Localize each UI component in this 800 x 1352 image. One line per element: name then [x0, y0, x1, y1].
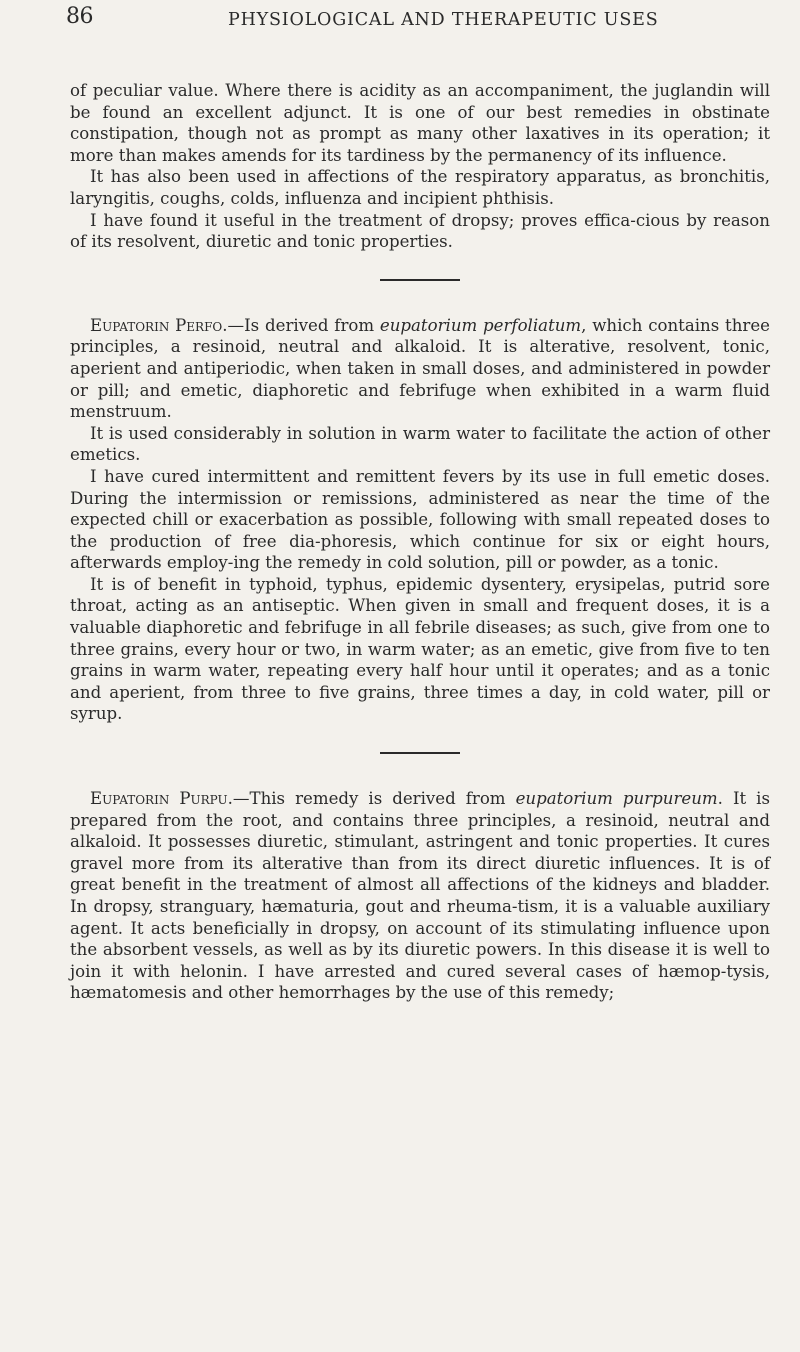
paragraph: I have cured intermittent and remittent fevers by its use in full emetic doses. During the intermission or remissions, administered as near the time of the expected chill or exacerbation as possible, following with small repeated doses to the production of free dia-phoresis, which continue for six or eight hours, afterwards employ-ing the remedy in cold solution, pill or powder, as a tonic. — [70, 466, 770, 573]
text-span: , which contains three principles, a resinoid, neutral and alkaloid. It is alterative, resolvent, tonic, aperient and antiperiodic, when taken in small doses, and administered in powder or pill; and emetic, diaphoretic and febrifuge when exhibited in a warm fluid menstruum. — [70, 315, 770, 422]
body-text — [70, 80, 770, 1004]
paragraph — [70, 315, 770, 423]
section-heading: Eupatorin Perfo. — [90, 315, 228, 335]
section-heading: Eupatorin Purpu. — [90, 789, 233, 809]
text-span: —Is derived from — [227, 315, 380, 335]
paragraph: I have found it useful in the treatment of dropsy; proves effica-cious by reason of its resolvent, diuretic and tonic properties. — [70, 210, 770, 252]
running-head: PHYSIOLOGICAL AND THERAPEUTIC USES — [228, 10, 659, 30]
paragraph: of peculiar value. Where there is acidity as an accompaniment, the juglandin will be found an excellent adjunct. It is one of our best remedies in obstinate constipation, though not as prompt as many other laxatives in its operation; it more than makes amends for its tardiness by the permanency of its influence. — [70, 81, 770, 165]
paragraph: It is used considerably in solution in warm water to facilitate the action of other emetics. — [70, 423, 770, 465]
section-divider — [380, 279, 460, 281]
paragraph: It is of benefit in typhoid, typhus, epidemic dysentery, erysipelas, putrid sore throat, acting as an antiseptic. When given in small and frequent doses, it is a valuable diaphoretic and febrifuge in all febrile diseases; as such, give from one to three grains, every hour or two, in warm water; as an emetic, give from five to ten grains in warm water, repeating every half hour until it operates; and as a tonic and aperient, from three to five grains, three times a day, in cold water, pill or syrup. — [70, 574, 770, 724]
latin-name: eupatorium purpureum — [515, 789, 718, 809]
text-span: —This remedy is derived from — [232, 789, 516, 809]
latin-name: eupatorium perfoliatum — [379, 315, 582, 335]
section-divider — [380, 752, 460, 754]
paragraph: It has also been used in affections of the respiratory apparatus, as bronchitis, laryngitis, coughs, colds, influenza and incipient phthisis. — [70, 167, 770, 208]
text-span: . It is prepared from the root, and contains three principles, a resinoid, neutral and alkaloid. It possesses diuretic, stimulant, astringent and tonic properties. It cures gravel more from its alterative than from its direct diuretic influences. It is of great benefit in the treatment of almost all affections of the kidneys and bladder. In dropsy, stranguary, hæmaturia, gout and rheuma-tism, it is a valuable auxiliary agent. It acts beneficially in dropsy, on account of its stimulating influence upon the absorbent vessels, as well as by its diuretic powers. In this disease it is well to join it with helonin. I have arrested and cured several cases of hæmop-tysis, hæmatomesis and other hemorrhages by the use of this remedy; — [70, 789, 770, 1003]
paragraph — [70, 788, 770, 1004]
page-number: 86 — [66, 4, 93, 29]
